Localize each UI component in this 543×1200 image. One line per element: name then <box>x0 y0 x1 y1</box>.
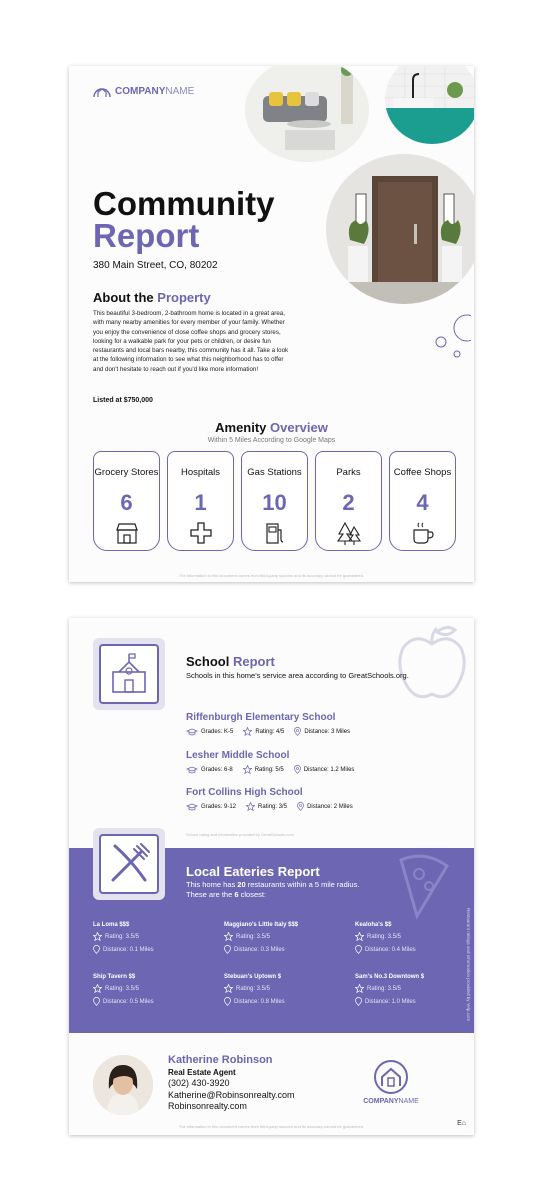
house-logo-icon <box>93 84 111 98</box>
school-name: Fort Collins High School <box>186 787 303 798</box>
location-pin-icon <box>355 997 362 1006</box>
school-name: Lesher Middle School <box>186 750 290 761</box>
eateries-heading: Local Eateries Report <box>186 864 320 879</box>
fork-knife-icon <box>101 836 157 892</box>
star-icon <box>224 984 233 993</box>
restaurant-entry <box>355 974 424 1010</box>
agent-role: Real Estate Agent <box>168 1067 236 1077</box>
amenity-count: 1 <box>194 490 207 515</box>
school-distance: Distance: 1.2 Miles <box>303 766 355 773</box>
graduation-cap-icon <box>186 766 198 774</box>
restaurant-name: Sam's No.3 Downtown $ <box>355 974 425 980</box>
tree-icon <box>336 520 362 546</box>
about-heading-purple: Property <box>157 290 211 305</box>
logo-company-text: COMPANY <box>363 1098 399 1105</box>
living-room-photo <box>245 66 369 162</box>
page-disclaimer: The information in this document comes from third-party sources and its accuracy cannot be guaranteed. <box>178 1124 365 1129</box>
restaurant-rating: Rating: 3.5/5 <box>105 933 140 940</box>
amenity-subtitle: Within 5 Miles According to Google Maps <box>207 437 336 444</box>
agent-email[interactable]: Katherine@Robinsonrealty.com <box>168 1089 295 1100</box>
school-entry <box>186 787 353 811</box>
apple-icon <box>395 622 469 706</box>
school-rating: Rating: 3/5 <box>258 803 288 810</box>
amenity-card-parks <box>315 451 382 551</box>
eateries-intro <box>186 880 359 900</box>
restaurant-distance: Distance: 0.5 Miles <box>103 998 154 1005</box>
graduation-cap-icon <box>186 803 198 811</box>
star-icon <box>246 802 255 811</box>
kitchen-photo <box>385 66 474 144</box>
location-pin-icon <box>224 945 231 954</box>
star-icon <box>243 727 252 736</box>
location-pin-icon <box>224 997 231 1006</box>
school-rating: Rating: 4/5 <box>255 728 285 735</box>
restaurant-distance: Distance: 1.0 Miles <box>365 998 416 1005</box>
school-eateries-page <box>69 618 474 1135</box>
pizza-slice-icon <box>395 852 453 920</box>
restaurant-name: Maggiano's Little Italy $$$ <box>224 922 299 928</box>
agent-website[interactable]: Robinsonrealty.com <box>168 1101 247 1111</box>
restaurant-rating: Rating: 3.5/5 <box>236 985 271 992</box>
restaurant-distance: Distance: 0.1 Miles <box>103 946 154 953</box>
location-pin-icon <box>93 945 100 954</box>
restaurant-name: Stebuan's Uptown $ <box>224 974 282 980</box>
coffee-cup-icon <box>410 520 436 546</box>
star-icon <box>93 984 102 993</box>
graduation-cap-icon <box>186 728 198 736</box>
restaurant-rating: Rating: 3.5/5 <box>367 933 402 940</box>
amenity-label: Grocery Stores <box>94 467 159 478</box>
restaurant-rating: Rating: 3.5/5 <box>105 985 140 992</box>
gas-pump-icon <box>262 520 288 546</box>
agent-contact <box>168 1055 295 1113</box>
amenity-card-coffee <box>389 451 456 551</box>
restaurant-distance: Distance: 0.3 Miles <box>234 946 285 953</box>
restaurant-rating: Rating: 3.5/5 <box>367 985 402 992</box>
location-pin-icon <box>294 727 301 736</box>
eateries-text-part: This home has <box>186 880 238 889</box>
eateries-text-part: closest: <box>238 890 267 899</box>
logo-name-text: NAME <box>165 85 195 97</box>
school-building-icon <box>101 646 157 702</box>
school-distance: Distance: 3 Miles <box>304 728 351 735</box>
eateries-text-part: These are the <box>186 890 235 899</box>
title-line-1: Community <box>93 185 275 222</box>
restaurant-rating: Rating: 3.5/5 <box>236 933 271 940</box>
location-pin-icon <box>355 945 362 954</box>
restaurant-source-note: Restaurant ratings and information provided by Yelp.com <box>466 908 471 1022</box>
property-address: 380 Main Street, CO, 80202 <box>93 260 218 271</box>
about-heading <box>93 290 211 305</box>
amenity-label: Parks <box>336 467 361 478</box>
amenity-label: Gas Stations <box>247 467 302 478</box>
star-icon <box>224 932 233 941</box>
eateries-closest-count: 6 <box>234 890 239 899</box>
amenity-card-hospitals <box>167 451 234 551</box>
decorative-circles <box>431 312 471 362</box>
eateries-text-part: restaurants within a 5 mile radius. <box>245 880 360 889</box>
school-entry <box>186 712 350 736</box>
school-source-note: School rating and information provided by GreatSchools.com <box>186 832 294 837</box>
amenity-heading-purple: Overview <box>270 420 328 435</box>
logo-company-text: COMPANY <box>115 85 166 97</box>
restaurant-name: La Loma $$$ <box>93 922 130 928</box>
school-rating: Rating: 5/5 <box>254 766 284 773</box>
school-grades: Grades: K-5 <box>201 728 234 735</box>
school-icon-box <box>93 638 165 710</box>
eateries-count: 20 <box>237 880 246 889</box>
location-pin-icon <box>294 765 301 774</box>
eateries-icon-box <box>93 828 165 900</box>
listing-price: Listed at $750,000 <box>93 397 153 404</box>
school-heading-purple: Report <box>232 654 275 669</box>
school-name: Riffenburgh Elementary School <box>186 712 336 723</box>
agent-phone[interactable]: (302) 430-3920 <box>168 1078 230 1088</box>
front-door-photo <box>326 154 474 304</box>
restaurant-entry <box>355 922 416 958</box>
about-text: This beautiful 3-bedroom, 2-bathroom home is located in a great area, with many nearby amenities for every member of your family. Whether you enjoy the convenience of close coffee shops and grocery stores, looking for a walkable park for your pets or children, or desire fun restaurants and local bars nearby, this community has it all. Take a look at the following information to see what this neighborhood has to offer and don't hesitate to reach out if you'd like more information! <box>93 310 289 373</box>
amenity-heading-black: Amenity <box>215 420 267 435</box>
star-icon <box>243 765 252 774</box>
star-icon <box>355 984 364 993</box>
about-heading-black: About the <box>93 290 154 305</box>
amenity-card-grocery <box>93 451 160 551</box>
restaurant-name: Ship Tavern $$ <box>93 974 136 980</box>
school-report-heading <box>186 654 275 669</box>
page-title <box>93 185 275 254</box>
amenity-label: Hospitals <box>180 467 221 478</box>
page-disclaimer: The information in this document comes from third-party sources and its accuracy cannot be guaranteed. <box>178 573 365 578</box>
company-logo <box>93 84 194 98</box>
restaurant-entry <box>93 922 154 958</box>
company-logo-footer <box>361 1058 421 1105</box>
agent-name: Katherine Robinson <box>168 1054 273 1066</box>
star-icon <box>93 932 102 941</box>
school-intro-text: Schools in this home's service area according to GreatSchools.org. <box>186 671 409 680</box>
restaurant-distance: Distance: 0.4 Miles <box>365 946 416 953</box>
logo-name-text: NAME <box>398 1098 419 1105</box>
title-line-2: Report <box>93 217 200 254</box>
school-distance: Distance: 2 Miles <box>307 803 353 810</box>
cross-icon <box>188 520 214 546</box>
location-pin-icon <box>93 997 100 1006</box>
school-heading-black: School <box>186 654 230 669</box>
restaurant-entry <box>224 922 298 958</box>
amenity-heading <box>69 420 474 435</box>
amenity-count: 6 <box>120 490 133 515</box>
agent-photo <box>93 1055 153 1115</box>
community-report-page <box>69 66 474 582</box>
restaurant-entry <box>93 974 154 1010</box>
restaurant-name: Kealoha's $$ <box>355 922 392 928</box>
restaurant-distance: Distance: 0.8 Miles <box>234 998 285 1005</box>
store-icon <box>114 520 140 546</box>
school-grades: Grades: 6-8 <box>201 766 233 773</box>
amenity-card-gas <box>241 451 308 551</box>
amenity-count: 10 <box>262 490 287 515</box>
equal-housing-icon: E⌂ <box>457 1120 466 1127</box>
amenity-count: 4 <box>416 490 429 515</box>
star-icon <box>355 932 364 941</box>
amenity-count: 2 <box>342 490 355 515</box>
location-pin-icon <box>297 802 304 811</box>
restaurant-entry <box>224 974 285 1010</box>
school-entry <box>186 750 354 774</box>
amenity-label: Coffee Shops <box>393 467 452 478</box>
house-logo-icon <box>372 1058 410 1096</box>
amenity-cards <box>93 451 456 551</box>
school-grades: Grades: 9-12 <box>201 803 237 810</box>
